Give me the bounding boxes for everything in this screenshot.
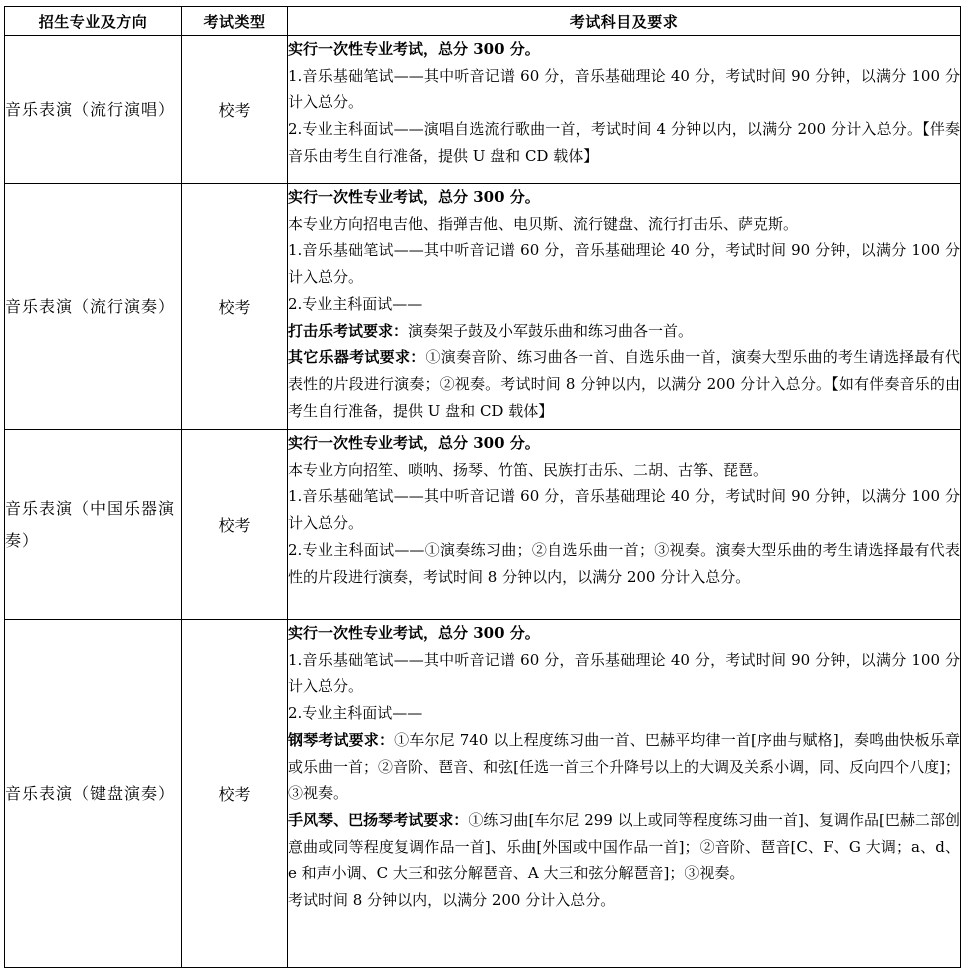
requirement-bold-label: 手风琴、巴扬琴考试要求： [288,810,469,829]
requirements-cell [288,430,961,620]
requirement-line [288,620,960,647]
requirement-line [288,344,960,424]
requirement-line [288,647,960,700]
requirement-text: 1.音乐基础笔试——其中听音记谱 60 分，音乐基础理论 40 分，考试时间 90 分钟，以满分 100 分计入总分。 [288,650,960,696]
requirement-line [288,211,960,238]
requirement-line [288,291,960,318]
requirement-text: ①演奏音阶、练习曲各一首、自选乐曲一首，演奏大型乐曲的考生请选择最有代表性的片段进行演奏；②视奏。考试时间 8 分钟以内，以满分 200 分计入总分。【如有伴奏音乐的由考生自行准备，提供 U 盘和 CD 载体】 [288,348,960,420]
requirement-line [288,237,960,290]
requirement-line [288,727,960,807]
requirement-text: 1.音乐基础笔试——其中听音记谱 60 分，音乐基础理论 40 分，考试时间 90 分钟，以满分 100 分计入总分。 [288,487,960,533]
requirement-line [288,36,960,63]
requirement-line [288,318,960,345]
requirement-line [288,537,960,590]
requirement-text: 演奏架子鼓及小军鼓乐曲和练习曲各一首。 [408,321,694,340]
exam-type-cell: 校考 [182,620,288,968]
requirement-line [288,116,960,169]
header-major: 招生专业及方向 [5,7,182,36]
major-cell: 音乐表演（中国乐器演奏） [5,430,182,620]
requirement-line [288,184,960,211]
requirement-line [288,63,960,116]
exam-type-cell: 校考 [182,36,288,184]
table-row [5,430,961,620]
requirement-bold-label: 打击乐考试要求： [288,321,409,340]
exam-requirements-table [4,6,961,968]
requirement-bold-label: 其它乐器考试要求： [288,348,426,367]
table-row [5,184,961,430]
requirement-line [288,700,960,727]
requirement-text: 2.专业主科面试—— [288,294,423,313]
table-row [5,36,961,184]
requirement-text: 1.音乐基础笔试——其中听音记谱 60 分，音乐基础理论 40 分，考试时间 90 分钟，以满分 100 分计入总分。 [288,241,960,287]
requirement-text: ①练习曲[车尔尼 299 以上或同等程度练习曲一首]、复调作品[巴赫二部创意曲或同等程度复调作品一首]、乐曲[外国或中国作品一首]；②音阶、琶音[C、F、G 大调；a、d、e 和声小调、C 大三和弦分解琶音、A 大三和弦分解琶音]；③视奏。 [288,810,960,883]
major-cell: 音乐表演（流行演唱） [5,36,182,184]
requirement-line [288,430,960,457]
requirement-bold-label: 实行一次性专业考试，总分 300 分。 [288,188,540,206]
table-row [5,620,961,968]
requirement-text: 2.专业主科面试—— [288,704,423,723]
requirements-cell [288,620,961,968]
requirement-text: 1.音乐基础笔试——其中听音记谱 60 分，音乐基础理论 40 分，考试时间 90 分钟，以满分 100 分计入总分。 [288,66,960,112]
requirement-text: 2.专业主科面试——①演奏练习曲；②自选乐曲一首；③视奏。演奏大型乐曲的考生请选择最有代表性的片段进行演奏，考试时间 8 分钟以内，以满分 200 分计入总分。 [288,540,960,586]
header-exam-type: 考试类型 [182,7,288,36]
requirement-line [288,483,960,536]
requirement-bold-label: 实行一次性专业考试，总分 300 分。 [288,40,540,58]
header-subjects: 考试科目及要求 [288,7,961,36]
requirement-bold-label: 实行一次性专业考试，总分 300 分。 [288,624,540,642]
requirement-line [288,887,960,914]
requirements-cell [288,36,961,184]
requirement-text: 本专业方向招笙、唢呐、扬琴、竹笛、民族打击乐、二胡、古筝、琵琶。 [288,460,769,479]
exam-type-cell: 校考 [182,430,288,620]
requirement-text: 本专业方向招电吉他、指弹吉他、电贝斯、流行键盘、流行打击乐、萨克斯。 [288,214,799,233]
requirement-text: 2.专业主科面试——演唱自选流行歌曲一首，考试时间 4 分钟以内，以满分 200 分计入总分。【伴奏音乐由考生自行准备，提供 U 盘和 CD 载体】 [288,120,960,165]
requirement-line [288,807,960,887]
requirement-text: ①车尔尼 740 以上程度练习曲一首、巴赫平均律一首[序曲与赋格]，奏鸣曲快板乐章或乐曲一首；②音阶、琶音、和弦[任选一首三个升降号以上的大调及关系小调，同、反向四个八度]；③视奏。 [288,730,960,803]
requirement-text: 考试时间 8 分钟以内，以满分 200 分计入总分。 [288,891,616,910]
requirement-bold-label: 实行一次性专业考试，总分 300 分。 [288,434,540,452]
requirement-line [288,457,960,484]
exam-type-cell: 校考 [182,184,288,430]
requirements-cell [288,184,961,430]
table-header-row [5,7,961,36]
major-cell: 音乐表演（键盘演奏） [5,620,182,968]
major-cell: 音乐表演（流行演奏） [5,184,182,430]
requirement-bold-label: 钢琴考试要求： [288,730,395,749]
